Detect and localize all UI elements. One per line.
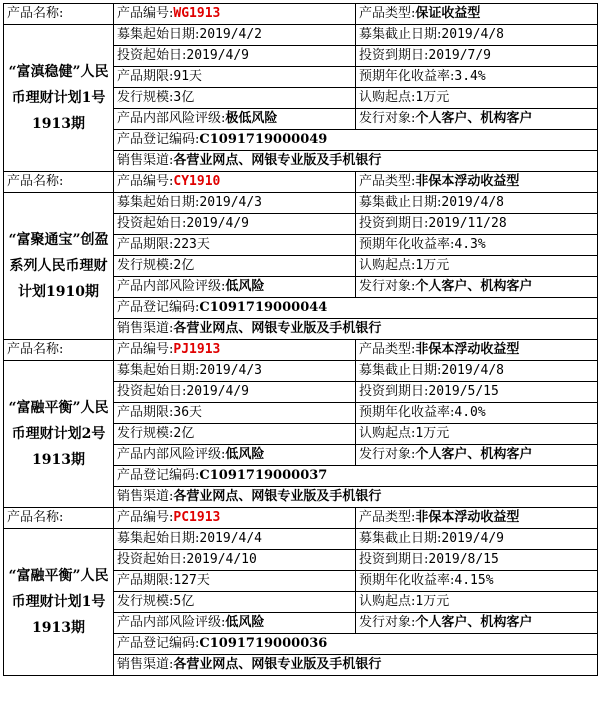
- scale-label: 发行规模:: [117, 426, 174, 441]
- risk-value: 低风险: [225, 615, 265, 630]
- raise-end-value: 2019/4/8: [441, 195, 505, 210]
- yield-cell: [356, 403, 598, 424]
- invest-end-label: 投资到期日:: [359, 48, 429, 63]
- yield-value: 4.15%: [454, 573, 494, 588]
- channel-cell: [114, 487, 598, 508]
- risk-label: 产品内部风险评级:: [117, 111, 226, 126]
- product-name-label: 产品名称:: [4, 508, 114, 529]
- product-code-label: 产品编号:: [117, 6, 174, 21]
- product-row-raise: [4, 361, 598, 382]
- product-code-value: PC1913: [173, 510, 221, 525]
- raise-start-label: 募集起始日期:: [117, 363, 200, 378]
- reg-cell: [114, 298, 598, 319]
- yield-label: 预期年化收益率:: [359, 69, 455, 84]
- risk-label: 产品内部风险评级:: [117, 615, 226, 630]
- yield-value: 3.4%: [454, 69, 486, 84]
- raise-end-cell: [356, 529, 598, 550]
- term-label: 产品期限:: [117, 237, 174, 252]
- min-sub-value: 1万元: [415, 426, 450, 441]
- target-label: 发行对象:: [359, 447, 416, 462]
- invest-end-label: 投资到期日:: [359, 552, 429, 567]
- scale-value: 3亿: [173, 90, 195, 105]
- product-row-header: [4, 340, 598, 361]
- yield-cell: [356, 571, 598, 592]
- invest-start-value: 2019/4/9: [186, 384, 250, 399]
- product-type-cell: [356, 508, 598, 529]
- term-value: 223天: [173, 237, 210, 252]
- raise-end-label: 募集截止日期:: [359, 363, 442, 378]
- product-name-value: “富融平衡”人民币理财计划2号1913期: [4, 361, 114, 508]
- min-sub-cell: [356, 256, 598, 277]
- yield-label: 预期年化收益率:: [359, 573, 455, 588]
- product-type-cell: [356, 172, 598, 193]
- term-label: 产品期限:: [117, 69, 174, 84]
- scale-label: 发行规模:: [117, 90, 174, 105]
- product-type-label: 产品类型:: [359, 342, 416, 357]
- product-type-value: 非保本浮动收益型: [415, 174, 520, 189]
- raise-start-label: 募集起始日期:: [117, 27, 200, 42]
- invest-start-value: 2019/4/10: [186, 552, 257, 567]
- raise-end-cell: [356, 193, 598, 214]
- term-value: 127天: [173, 573, 210, 588]
- product-table-body: [4, 4, 598, 676]
- reg-value: C1091719000049: [199, 132, 328, 147]
- invest-end-cell: [356, 214, 598, 235]
- risk-label: 产品内部风险评级:: [117, 447, 226, 462]
- reg-label: 产品登记编码:: [117, 300, 200, 315]
- raise-end-label: 募集截止日期:: [359, 195, 442, 210]
- scale-cell: [114, 424, 356, 445]
- risk-value: 低风险: [225, 279, 265, 294]
- channel-value: 各营业网点、网银专业版及手机银行: [173, 657, 382, 672]
- term-cell: [114, 571, 356, 592]
- reg-cell: [114, 130, 598, 151]
- yield-cell: [356, 67, 598, 88]
- raise-end-label: 募集截止日期:: [359, 27, 442, 42]
- invest-end-label: 投资到期日:: [359, 216, 429, 231]
- invest-start-cell: [114, 214, 356, 235]
- reg-label: 产品登记编码:: [117, 636, 200, 651]
- reg-cell: [114, 634, 598, 655]
- scale-cell: [114, 256, 356, 277]
- product-row-header: [4, 4, 598, 25]
- product-type-label: 产品类型:: [359, 510, 416, 525]
- min-sub-label: 认购起点:: [359, 594, 416, 609]
- raise-start-cell: [114, 361, 356, 382]
- invest-end-cell: [356, 550, 598, 571]
- reg-label: 产品登记编码:: [117, 132, 200, 147]
- raise-start-cell: [114, 529, 356, 550]
- product-table: [3, 3, 598, 676]
- invest-start-cell: [114, 550, 356, 571]
- product-type-cell: [356, 340, 598, 361]
- raise-start-value: 2019/4/2: [199, 27, 263, 42]
- product-type-value: 非保本浮动收益型: [415, 342, 520, 357]
- term-value: 91天: [173, 69, 203, 84]
- product-name-label: 产品名称:: [4, 172, 114, 193]
- invest-start-label: 投资起始日:: [117, 48, 187, 63]
- invest-end-value: 2019/7/9: [428, 48, 492, 63]
- raise-start-label: 募集起始日期:: [117, 195, 200, 210]
- term-cell: [114, 67, 356, 88]
- target-value: 个人客户、机构客户: [415, 447, 533, 462]
- term-label: 产品期限:: [117, 573, 174, 588]
- channel-value: 各营业网点、网银专业版及手机银行: [173, 489, 382, 504]
- scale-label: 发行规模:: [117, 258, 174, 273]
- product-row-header: [4, 508, 598, 529]
- risk-cell: [114, 109, 356, 130]
- invest-start-label: 投资起始日:: [117, 384, 187, 399]
- risk-label: 产品内部风险评级:: [117, 279, 226, 294]
- reg-value: C1091719000044: [199, 300, 328, 315]
- product-code-cell: [114, 172, 356, 193]
- invest-end-value: 2019/11/28: [428, 216, 507, 231]
- raise-end-label: 募集截止日期:: [359, 531, 442, 546]
- raise-start-cell: [114, 193, 356, 214]
- term-cell: [114, 403, 356, 424]
- product-row-raise: [4, 193, 598, 214]
- risk-value: 极低风险: [225, 111, 278, 126]
- raise-end-value: 2019/4/8: [441, 363, 505, 378]
- invest-start-label: 投资起始日:: [117, 216, 187, 231]
- product-type-label: 产品类型:: [359, 174, 416, 189]
- channel-cell: [114, 319, 598, 340]
- min-sub-label: 认购起点:: [359, 258, 416, 273]
- scale-value: 2亿: [173, 426, 195, 441]
- min-sub-cell: [356, 424, 598, 445]
- scale-label: 发行规模:: [117, 594, 174, 609]
- product-name-value: “富滇稳健”人民币理财计划1号1913期: [4, 25, 114, 172]
- product-code-value: CY1910: [173, 174, 221, 189]
- term-label: 产品期限:: [117, 405, 174, 420]
- yield-cell: [356, 235, 598, 256]
- scale-cell: [114, 592, 356, 613]
- min-sub-value: 1万元: [415, 258, 450, 273]
- term-cell: [114, 235, 356, 256]
- target-cell: [356, 277, 598, 298]
- reg-cell: [114, 466, 598, 487]
- yield-label: 预期年化收益率:: [359, 237, 455, 252]
- product-type-cell: [356, 4, 598, 25]
- target-label: 发行对象:: [359, 111, 416, 126]
- scale-value: 5亿: [173, 594, 195, 609]
- product-code-label: 产品编号:: [117, 174, 174, 189]
- raise-start-cell: [114, 25, 356, 46]
- reg-value: C1091719000036: [199, 636, 328, 651]
- raise-end-value: 2019/4/8: [441, 27, 505, 42]
- target-value: 个人客户、机构客户: [415, 279, 533, 294]
- risk-cell: [114, 445, 356, 466]
- raise-end-cell: [356, 361, 598, 382]
- target-cell: [356, 613, 598, 634]
- invest-start-value: 2019/4/9: [186, 48, 250, 63]
- risk-cell: [114, 277, 356, 298]
- min-sub-label: 认购起点:: [359, 90, 416, 105]
- product-name-label: 产品名称:: [4, 340, 114, 361]
- risk-value: 低风险: [225, 447, 265, 462]
- product-code-cell: [114, 508, 356, 529]
- term-value: 36天: [173, 405, 203, 420]
- invest-start-cell: [114, 382, 356, 403]
- product-type-label: 产品类型:: [359, 6, 416, 21]
- product-code-cell: [114, 340, 356, 361]
- channel-label: 销售渠道:: [117, 153, 174, 168]
- invest-start-label: 投资起始日:: [117, 552, 187, 567]
- min-sub-cell: [356, 88, 598, 109]
- raise-start-label: 募集起始日期:: [117, 531, 200, 546]
- product-row-raise: [4, 25, 598, 46]
- product-code-value: WG1913: [173, 6, 221, 21]
- invest-end-cell: [356, 382, 598, 403]
- reg-value: C1091719000037: [199, 468, 328, 483]
- yield-value: 4.3%: [454, 237, 486, 252]
- channel-cell: [114, 151, 598, 172]
- channel-value: 各营业网点、网银专业版及手机银行: [173, 153, 382, 168]
- raise-start-value: 2019/4/4: [199, 531, 263, 546]
- target-cell: [356, 109, 598, 130]
- target-cell: [356, 445, 598, 466]
- target-label: 发行对象:: [359, 615, 416, 630]
- product-type-value: 非保本浮动收益型: [415, 510, 520, 525]
- scale-value: 2亿: [173, 258, 195, 273]
- min-sub-cell: [356, 592, 598, 613]
- scale-cell: [114, 88, 356, 109]
- invest-start-cell: [114, 46, 356, 67]
- product-code-label: 产品编号:: [117, 342, 174, 357]
- reg-label: 产品登记编码:: [117, 468, 200, 483]
- target-label: 发行对象:: [359, 279, 416, 294]
- yield-label: 预期年化收益率:: [359, 405, 455, 420]
- channel-label: 销售渠道:: [117, 321, 174, 336]
- invest-end-label: 投资到期日:: [359, 384, 429, 399]
- min-sub-value: 1万元: [415, 594, 450, 609]
- target-value: 个人客户、机构客户: [415, 615, 533, 630]
- invest-end-cell: [356, 46, 598, 67]
- raise-end-cell: [356, 25, 598, 46]
- invest-end-value: 2019/5/15: [428, 384, 499, 399]
- min-sub-value: 1万元: [415, 90, 450, 105]
- yield-value: 4.0%: [454, 405, 486, 420]
- channel-value: 各营业网点、网银专业版及手机银行: [173, 321, 382, 336]
- invest-start-value: 2019/4/9: [186, 216, 250, 231]
- min-sub-label: 认购起点:: [359, 426, 416, 441]
- product-code-cell: [114, 4, 356, 25]
- product-row-raise: [4, 529, 598, 550]
- invest-end-value: 2019/8/15: [428, 552, 499, 567]
- product-code-label: 产品编号:: [117, 510, 174, 525]
- product-type-value: 保证收益型: [415, 6, 481, 21]
- product-row-header: [4, 172, 598, 193]
- channel-label: 销售渠道:: [117, 489, 174, 504]
- product-name-value: “富融平衡”人民币理财计划1号1913期: [4, 529, 114, 676]
- raise-start-value: 2019/4/3: [199, 363, 263, 378]
- product-name-value: “富聚通宝”创盈系列人民币理财计划1910期: [4, 193, 114, 340]
- risk-cell: [114, 613, 356, 634]
- channel-cell: [114, 655, 598, 676]
- raise-end-value: 2019/4/9: [441, 531, 505, 546]
- product-code-value: PJ1913: [173, 342, 221, 357]
- raise-start-value: 2019/4/3: [199, 195, 263, 210]
- product-name-label: 产品名称:: [4, 4, 114, 25]
- target-value: 个人客户、机构客户: [415, 111, 533, 126]
- channel-label: 销售渠道:: [117, 657, 174, 672]
